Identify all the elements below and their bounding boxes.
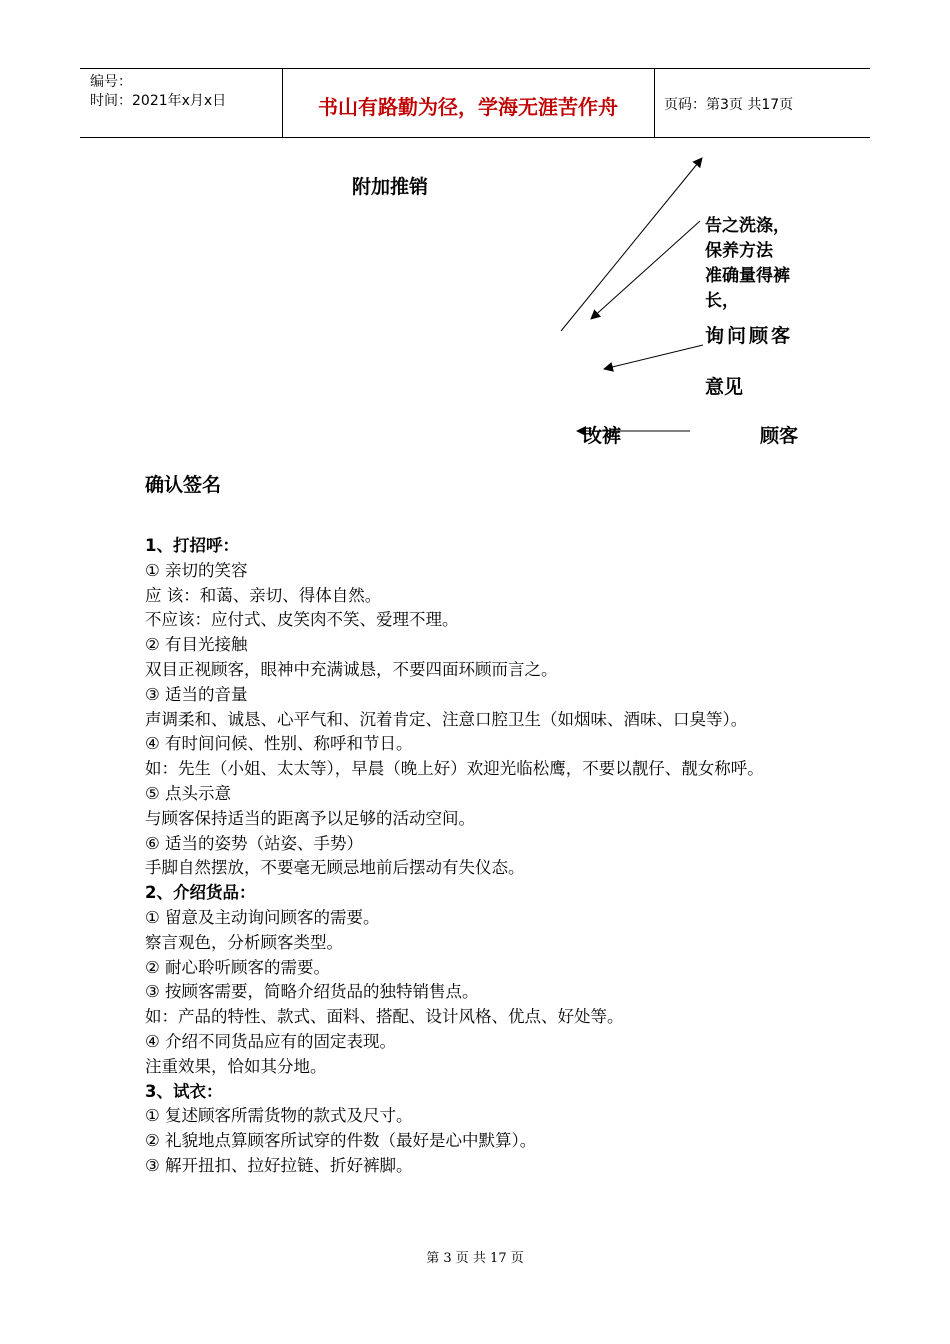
body-line: 手脚自然摆放，不要毫无顾忌地前后摆动有失仪态。 <box>145 858 525 878</box>
arrow-from-ask <box>604 345 703 369</box>
body-line: ⑤ 点头示意 <box>145 783 232 803</box>
body-text <box>145 534 825 1179</box>
date-label: 时间：2021年x月x日 <box>90 93 227 109</box>
section-heading: 3、试衣： <box>145 1081 223 1101</box>
body-line: ② 礼貌地点算顾客所试穿的件数（最好是心中默算）。 <box>145 1131 537 1151</box>
arrow-to-upsell <box>561 158 702 331</box>
flow-customer: 顾客 <box>760 425 799 447</box>
flow-ask-line-2: 意见 <box>705 376 744 398</box>
body-line: ③ 适当的音量 <box>145 684 248 704</box>
body-line: 应 该：和蔼、亲切、得体自然。 <box>145 585 382 605</box>
body-line: ② 耐心聆听顾客的需要。 <box>145 957 331 977</box>
body-line: 察言观色，分析顾客类型。 <box>145 932 343 952</box>
flow-ask-line-1: 询问顾客 <box>705 325 794 347</box>
header-page-number: 页码：第3页 共17页 <box>664 97 794 113</box>
section-heading: 1、打招呼： <box>145 536 239 555</box>
body-line: 不应该：应付式、皮笑肉不笑、爱理不理。 <box>145 610 459 630</box>
body-line: 注重效果，恰如其分地。 <box>145 1056 327 1076</box>
body-line: ③ 按顾客需要，简略介绍货品的独特销售点。 <box>145 982 479 1002</box>
flow-upsell: 附加推销 <box>352 176 429 198</box>
flow-wash-line-2: 保养方法 <box>705 241 773 261</box>
header-motto: 书山有路勤为径，学海无涯苦作舟 <box>318 95 618 119</box>
body-line: 如：产品的特性、款式、面料、搭配、设计风格、优点、好处等。 <box>145 1007 624 1027</box>
flow-measure-line-2: 长， <box>705 291 739 311</box>
body-line: ④ 介绍不同货品应有的固定表现。 <box>145 1031 397 1051</box>
page-footer: 第 3 页 共 17 页 <box>426 1251 524 1266</box>
section-heading: 2、介绍货品： <box>145 883 256 903</box>
body-line: ③ 解开扭扣、拉好拉链、折好裤脚。 <box>145 1155 413 1175</box>
body-line: ④ 有时间问候、性别、称呼和节日。 <box>145 734 413 754</box>
flow-wash-line-1: 告之洗涤， <box>705 216 790 236</box>
body-line: ① 亲切的笑容 <box>145 560 248 580</box>
body-line: 双目正视顾客，眼神中充满诚恳，不要四面环顾而言之。 <box>145 659 558 679</box>
arrow-from-wash <box>591 221 700 319</box>
body-line: 如：先生（小姐、太太等），早晨（晚上好）欢迎光临松鹰，不要以靓仔、靓女称呼。 <box>145 759 764 779</box>
body-line: 与顾客保持适当的距离予以足够的活动空间。 <box>145 808 475 828</box>
body-line: ① 留意及主动询问顾客的需要。 <box>145 907 380 927</box>
body-line: 声调柔和、诚恳、心平气和、沉着肯定、注意口腔卫生（如烟味、酒味、口臭等）。 <box>145 709 748 729</box>
number-label: 编号： <box>90 74 132 90</box>
flow-confirm-signature: 确认签名 <box>145 474 222 496</box>
body-line: ⑥ 适当的姿势（站姿、手势） <box>145 833 364 853</box>
flow-alter: 改裤 <box>583 425 622 447</box>
flow-measure-line-1: 准确量得裤 <box>705 266 790 286</box>
body-line: ① 复述顾客所需货物的款式及尺寸。 <box>145 1106 413 1126</box>
body-line: ② 有目光接触 <box>145 635 248 655</box>
